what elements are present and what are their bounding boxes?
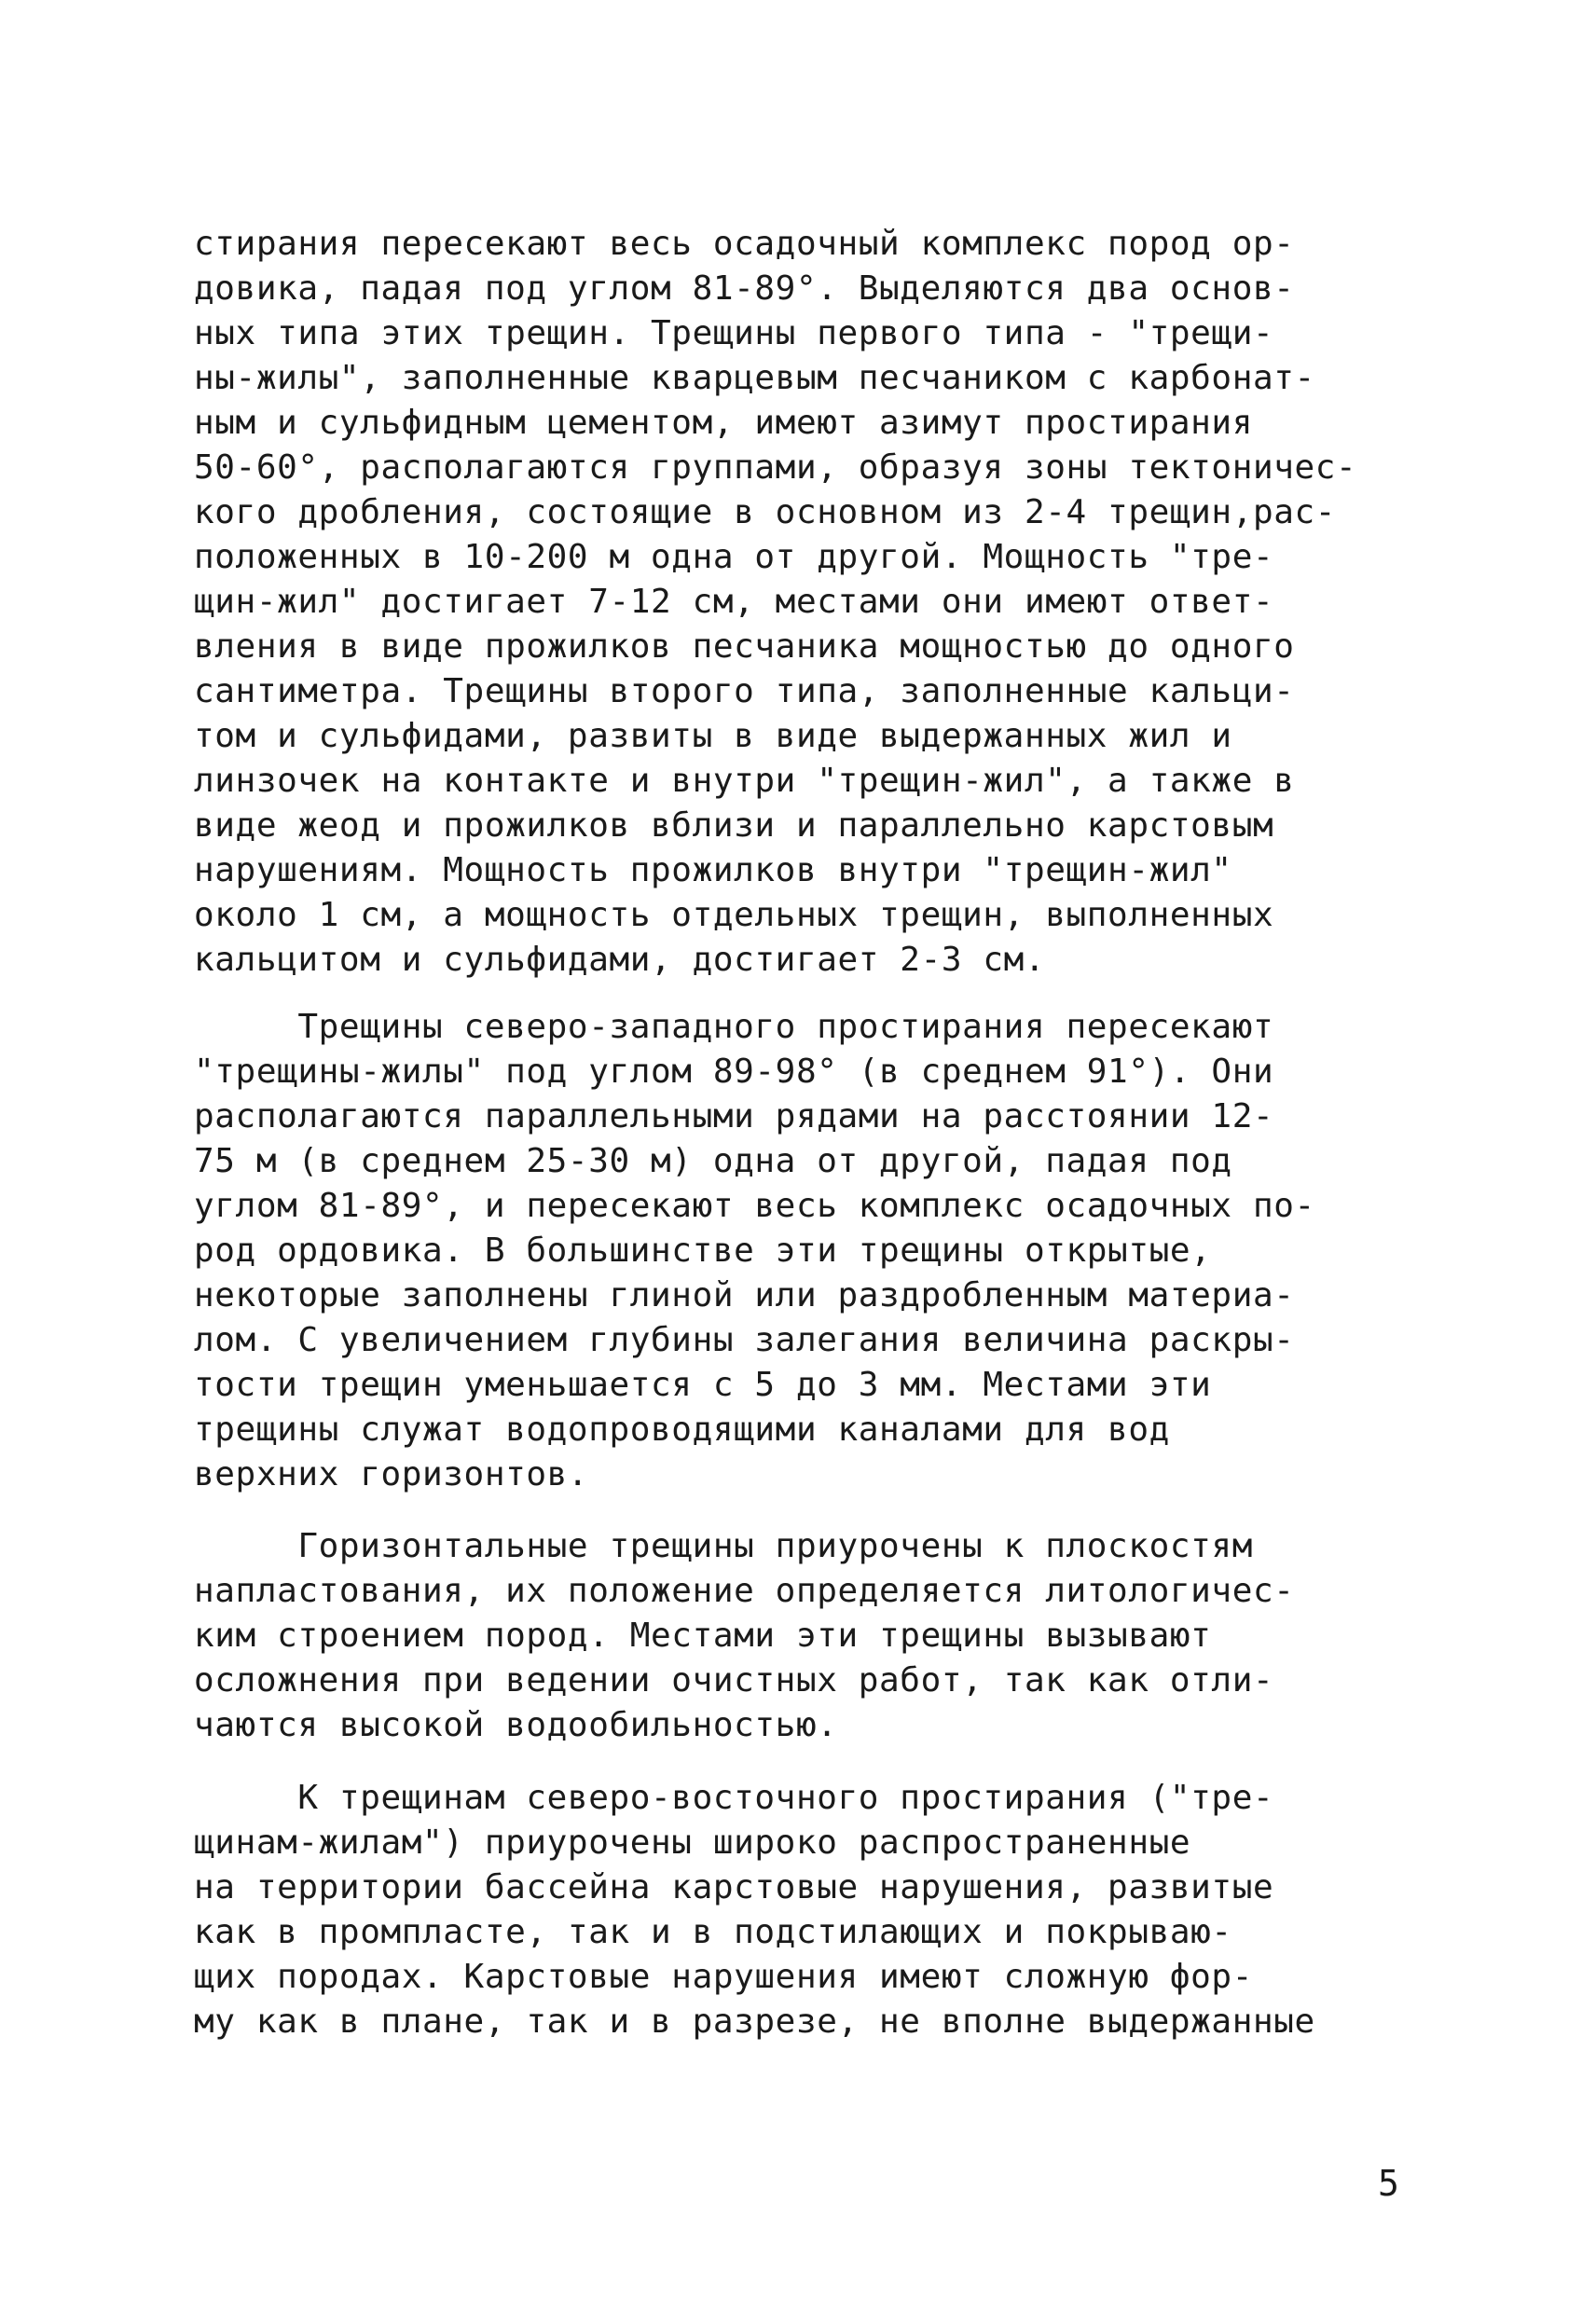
text-line: чаются высокой водообильностью.	[194, 1706, 838, 1744]
text-line: трещины служат водопроводящими каналами для вод	[194, 1411, 1170, 1449]
text-line: сантиметра. Трещины второго типа, заполненные кальци-	[194, 672, 1295, 710]
text-line: тости трещин уменьшается с 5 до 3 мм. Местами эти	[194, 1366, 1212, 1404]
text-line: 75 м (в среднем 25-30 м) одна от другой, падая под	[194, 1142, 1232, 1180]
text-line: Горизонтальные трещины приурочены к плоскостям	[194, 1527, 1253, 1565]
text-line: некоторые заполнены глиной или раздробленным материа-	[194, 1276, 1295, 1314]
text-line: стирания пересекают весь осадочный комплекс пород ор-	[194, 225, 1295, 263]
text-line: му как в плане, так и в разрезе, не вполне выдержанные	[194, 2002, 1315, 2041]
text-line: ных типа этих трещин. Трещины первого типа - "трещи-	[194, 314, 1274, 352]
text-line: вления в виде прожилков песчаника мощностью до одного	[194, 627, 1295, 666]
text-line: располагаются параллельными рядами на расстоянии 12-	[194, 1097, 1274, 1135]
text-line: как в промпласте, так и в подстилающих и покрываю-	[194, 1913, 1232, 1951]
text-line: напластования, их положение определяется литологичес-	[194, 1572, 1295, 1610]
paragraph-4	[194, 1776, 1424, 2044]
text-line: кого дробления, состоящие в основном из 2-4 трещин,рас-	[194, 493, 1337, 531]
text-line: осложнения при ведении очистных работ, так как отли-	[194, 1661, 1274, 1700]
text-line: ным и сульфидным цементом, имеют азимут простирания	[194, 404, 1253, 442]
text-line: Трещины северо-западного простирания пересекают	[194, 1008, 1274, 1046]
text-line: род ордовика. В большинстве эти трещины открытые,	[194, 1232, 1212, 1270]
paragraph-3	[194, 1524, 1424, 1748]
text-line: К трещинам северо-восточного простирания ("тре-	[194, 1779, 1274, 1817]
text-line: щих породах. Карстовые нарушения имеют сложную фор-	[194, 1958, 1253, 1996]
text-line: виде жеод и прожилков вблизи и параллельно карстовым	[194, 806, 1274, 845]
text-line: щин-жил" достигает 7-12 см, местами они имеют ответ-	[194, 583, 1274, 621]
text-line: ким строением пород. Местами эти трещины вызывают	[194, 1617, 1212, 1655]
text-line: на территории бассейна карстовые нарушения, развитые	[194, 1868, 1274, 1906]
text-line: нарушениям. Мощность прожилков внутри "трещин-жил"	[194, 851, 1232, 889]
text-line: том и сульфидами, развиты в виде выдержанных жил и	[194, 717, 1232, 755]
text-line: 50-60°, располагаются группами, образуя зоны тектоничес-	[194, 448, 1357, 487]
text-line: "трещины-жилы" под углом 89-98° (в среднем 91°). Они	[194, 1053, 1274, 1091]
text-line: лом. С увеличением глубины залегания величина раскры-	[194, 1321, 1295, 1359]
text-line: углом 81-89°, и пересекают весь комплекс осадочных по-	[194, 1187, 1315, 1225]
text-line: ны-жилы", заполненные кварцевым песчаником с карбонат-	[194, 359, 1315, 397]
paragraph-2	[194, 1005, 1424, 1497]
paragraph-1	[194, 222, 1424, 983]
text-line: верхних горизонтов.	[194, 1455, 589, 1493]
text-line: линзочек на контакте и внутри "трещин-жил", а также в	[194, 762, 1295, 800]
text-line: кальцитом и сульфидами, достигает 2-3 см.	[194, 941, 1046, 979]
text-line: около 1 см, а мощность отдельных трещин, выполненных	[194, 896, 1274, 934]
text-line: щинам-жилам") приурочены широко распространенные	[194, 1823, 1191, 1862]
text-line: довика, падая под углом 81-89°. Выделяются два основ-	[194, 269, 1295, 308]
page-number: 5	[1378, 2163, 1399, 2204]
text-line: положенных в 10-200 м одна от другой. Мощность "тре-	[194, 538, 1274, 576]
